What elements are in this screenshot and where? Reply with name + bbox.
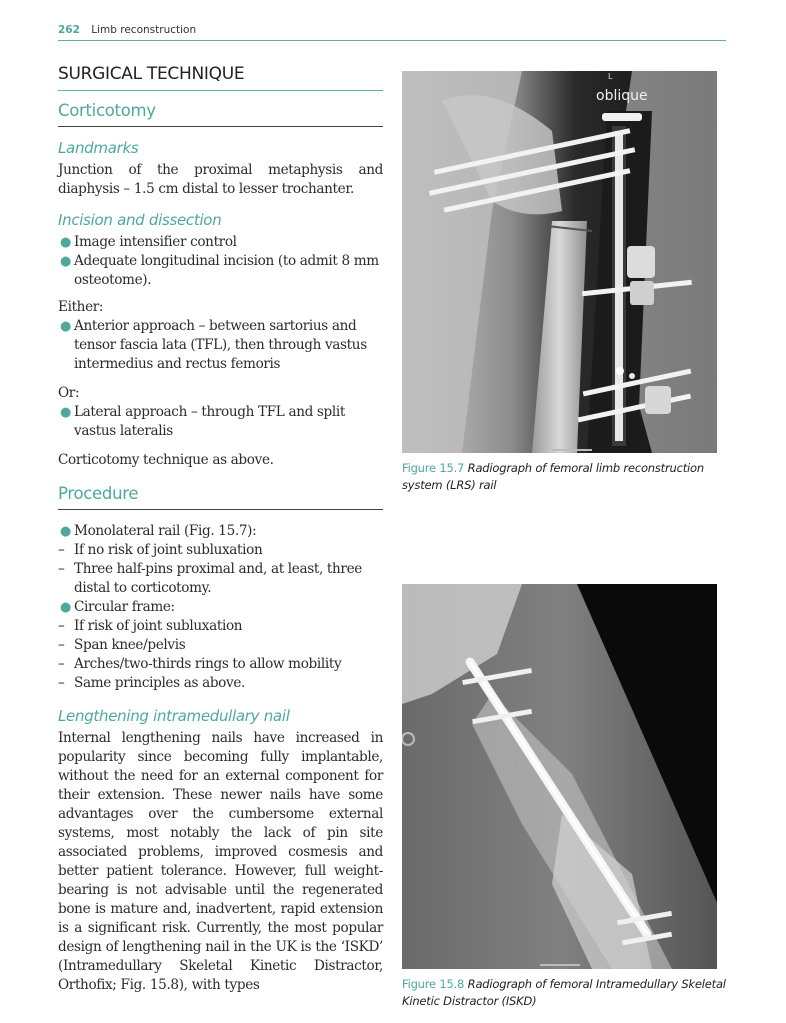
lrs-rail-xray-image <box>402 71 717 453</box>
section-title: SURGICAL TECHNIQUE <box>58 64 383 91</box>
nail-heading: Lengthening intramedullary nail <box>58 707 290 725</box>
either-list <box>58 317 383 374</box>
bullet-icon: ● <box>60 235 71 250</box>
sub-list-item: – Span knee/pelvis <box>58 637 186 653</box>
figure-15-7-caption <box>402 460 732 494</box>
list-item: ● Monolateral rail (Fig. 15.7): – If no risk of joint subluxation – Three half-pins proximal and, at least, three distal to corticotomy. <box>58 522 383 598</box>
list-item: ● Circular frame: – If risk of joint subluxation – Span knee/pelvis – Arches/two-thirds rings to allow mobility – Same principles as above. <box>58 598 383 693</box>
sub-list-item: – Arches/two-thirds rings to allow mobility <box>58 656 342 672</box>
or-label: Or: <box>58 385 80 401</box>
sub-list-item: – If no risk of joint subluxation <box>58 542 263 558</box>
landmarks-text: Junction of the proximal metaphysis and diaphysis – 1.5 cm distal to lesser trochanter. <box>58 162 383 197</box>
page-number: 262 <box>58 24 80 36</box>
or-list <box>58 403 383 441</box>
fig1-marker-text: L <box>608 72 613 81</box>
corticotomy-note: Corticotomy technique as above. <box>58 452 274 468</box>
bullet-icon: ● <box>60 405 71 420</box>
iskd-xray-image <box>402 584 717 969</box>
bullet-icon: ● <box>60 254 71 269</box>
incision-heading: Incision and dissection <box>58 211 222 229</box>
fig1-overlay-label: oblique <box>596 88 648 104</box>
sub-list-item: – Three half-pins proximal and, at least, three distal to corticotomy. <box>58 561 362 596</box>
incision-list <box>58 233 383 290</box>
figure-15-7-radiograph <box>402 71 717 453</box>
figure-label: Figure 15.7 <box>402 461 465 475</box>
nail-text: Internal lengthening nails have increased in popularity since becoming fully implantable, without the need for an external component for their extension. These newer nails have some advantages over the cumbersome external systems, most notably the lack of pin site associated problems, improved cosmesis and better patient tolerance. However, full weight-bearing is not advisable until the regenerated bone is mature and, inadvertent, rapid extension is a significant risk. Currently, the most popular design of lengthening nail in the UK is the ‘ISKD’ (Intramedullary Skeletal Kinetic Distractor, Orthofix; Fig. 15.8), with types <box>58 730 383 993</box>
caption-text: Radiograph of femoral Intramedullary Skeletal Kinetic Distractor (ISKD) <box>402 977 726 1008</box>
corticotomy-heading: Corticotomy <box>58 101 383 127</box>
main-text-column <box>58 64 383 1003</box>
sub-list <box>58 541 383 598</box>
landmarks-heading: Landmarks <box>58 139 139 157</box>
figure-15-8-caption <box>402 976 732 1010</box>
list-item: ● Lateral approach – through TFL and split vastus lateralis <box>60 404 346 439</box>
running-title: Limb reconstruction <box>91 24 197 36</box>
procedure-list <box>58 522 383 693</box>
sub-list-item: – Same principles as above. <box>58 675 246 691</box>
either-label: Either: <box>58 299 104 315</box>
list-item: ● Image intensifier control <box>60 234 237 250</box>
sub-list-item: – If risk of joint subluxation <box>58 618 243 634</box>
caption-text: Radiograph of femoral limb reconstruction system (LRS) rail <box>402 461 704 492</box>
sub-list <box>58 617 383 693</box>
figure-label: Figure 15.8 <box>402 977 465 991</box>
bullet-icon: ● <box>60 319 71 334</box>
list-item: ● Anterior approach – between sartorius and tensor fascia lata (TFL), then through vastus intermedius and rectus femoris <box>60 318 367 372</box>
list-item: ● Adequate longitudinal incision (to admit 8 mm osteotome). <box>60 253 379 288</box>
bullet-icon: ● <box>60 600 71 615</box>
figure-15-8-radiograph <box>402 584 717 969</box>
bullet-icon: ● <box>60 524 71 539</box>
procedure-heading: Procedure <box>58 484 383 510</box>
running-head <box>58 24 726 41</box>
